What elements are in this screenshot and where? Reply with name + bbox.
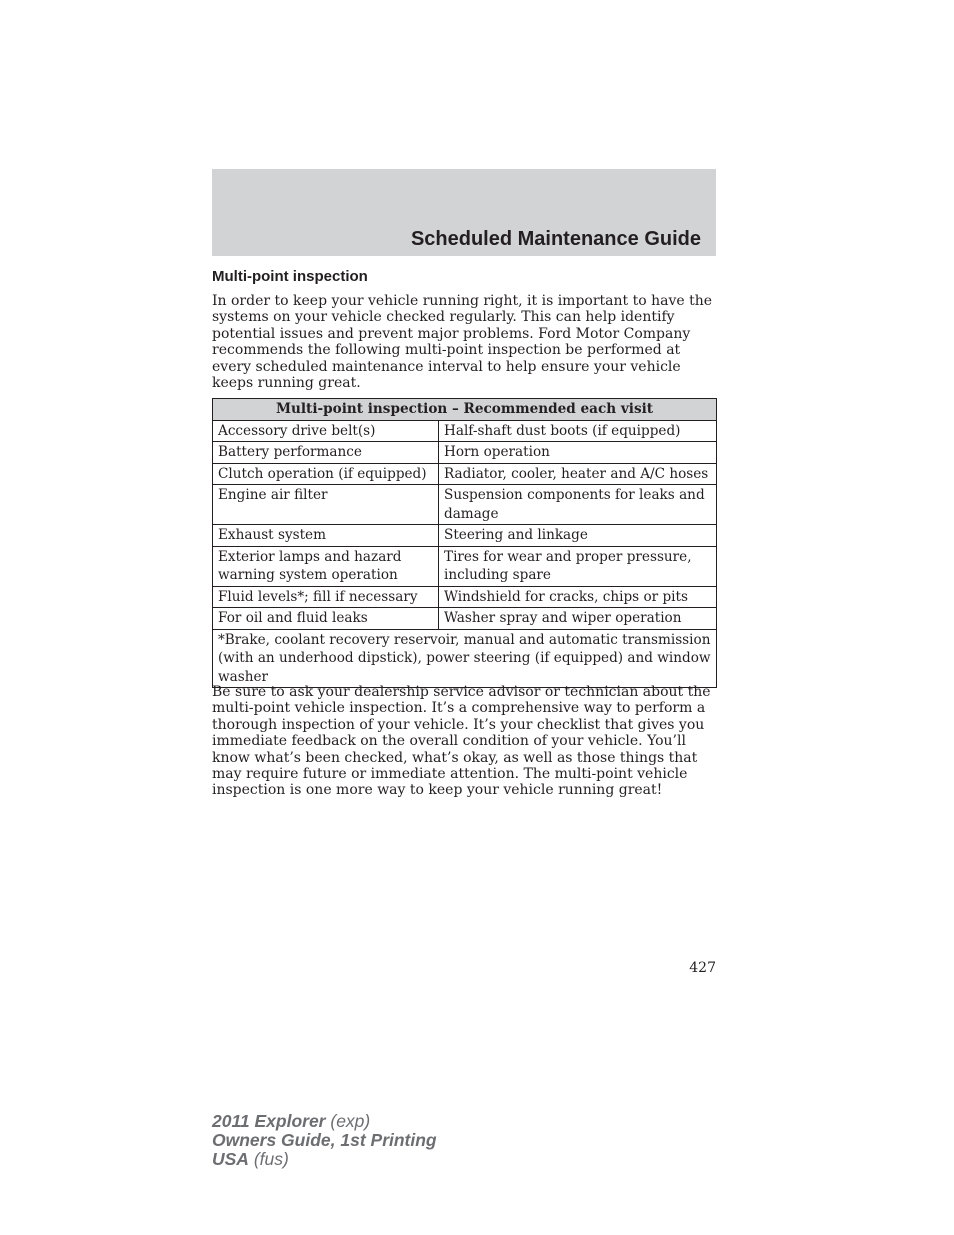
footer-model: 2011 Explorer [212, 1111, 326, 1131]
table-row [213, 420, 717, 442]
table-cell: Clutch operation (if equipped) [213, 463, 439, 485]
table-cell: Radiator, cooler, heater and A/C hoses [439, 463, 717, 485]
footer-line-guide [212, 1131, 437, 1150]
table-cell: Exterior lamps and hazard warning system operation [213, 546, 439, 586]
table-cell: Accessory drive belt(s) [213, 420, 439, 442]
section-heading: Multi-point inspection [212, 268, 368, 285]
table-cell: Fluid levels*; fill if necessary [213, 586, 439, 608]
table-footnote-row [213, 629, 717, 688]
page-title: Scheduled Maintenance Guide [410, 228, 701, 250]
table-cell: Half-shaft dust boots (if equipped) [439, 420, 717, 442]
table-row [213, 525, 717, 547]
table-row [213, 485, 717, 525]
table-cell: Steering and linkage [439, 525, 717, 547]
table-title: Multi-point inspection – Recommended each visit [213, 399, 717, 421]
footer-line-model [212, 1112, 437, 1131]
inspection-table [212, 398, 717, 688]
table-cell: Suspension components for leaks and damage [439, 485, 717, 525]
table-row [213, 608, 717, 630]
table-row [213, 586, 717, 608]
table-cell: Washer spray and wiper operation [439, 608, 717, 630]
table-cell: Windshield for cracks, chips or pits [439, 586, 717, 608]
table-cell: Horn operation [439, 442, 717, 464]
intro-paragraph: In order to keep your vehicle running right, it is important to have the systems on your vehicle checked regularly. This can help identify potential issues and prevent major problems. Ford Motor Company recommends the following multi-point inspection be performed at every scheduled maintenance interval to help ensure your vehicle keeps running great. [212, 293, 713, 392]
table-cell: Exhaust system [213, 525, 439, 547]
page-number: 427 [689, 960, 716, 976]
document-footer [212, 1112, 437, 1169]
table-cell: Tires for wear and proper pressure, including spare [439, 546, 717, 586]
table-row [213, 442, 717, 464]
footer-market-code: (fus) [248, 1149, 289, 1169]
footer-line-market [212, 1150, 437, 1169]
table-header-row [213, 399, 717, 421]
table-cell: Battery performance [213, 442, 439, 464]
closing-paragraph: Be sure to ask your dealership service advisor or technician about the multi-point vehicle inspection. It’s a comprehensive way to perform a thorough inspection of your vehicle. It’s your checklist that gives you immediate feedback on the overall condition of your vehicle. You’ll know what’s been checked, what’s okay, as well as those things that may require future or immediate attention. The multi-point vehicle inspection is one more way to keep your vehicle running great! [212, 684, 711, 799]
table-cell: Engine air filter [213, 485, 439, 525]
footer-model-code: (exp) [325, 1111, 371, 1131]
footer-market: USA [212, 1149, 249, 1169]
header-band [212, 169, 716, 256]
table-cell: For oil and fluid leaks [213, 608, 439, 630]
table-row [213, 463, 717, 485]
table-footnote: *Brake, coolant recovery reservoir, manual and automatic transmission (with an underhood dipstick), power steering (if equipped) and window washer [213, 629, 717, 688]
table-row [213, 546, 717, 586]
footer-guide: Owners Guide, 1st Printing [212, 1130, 437, 1150]
